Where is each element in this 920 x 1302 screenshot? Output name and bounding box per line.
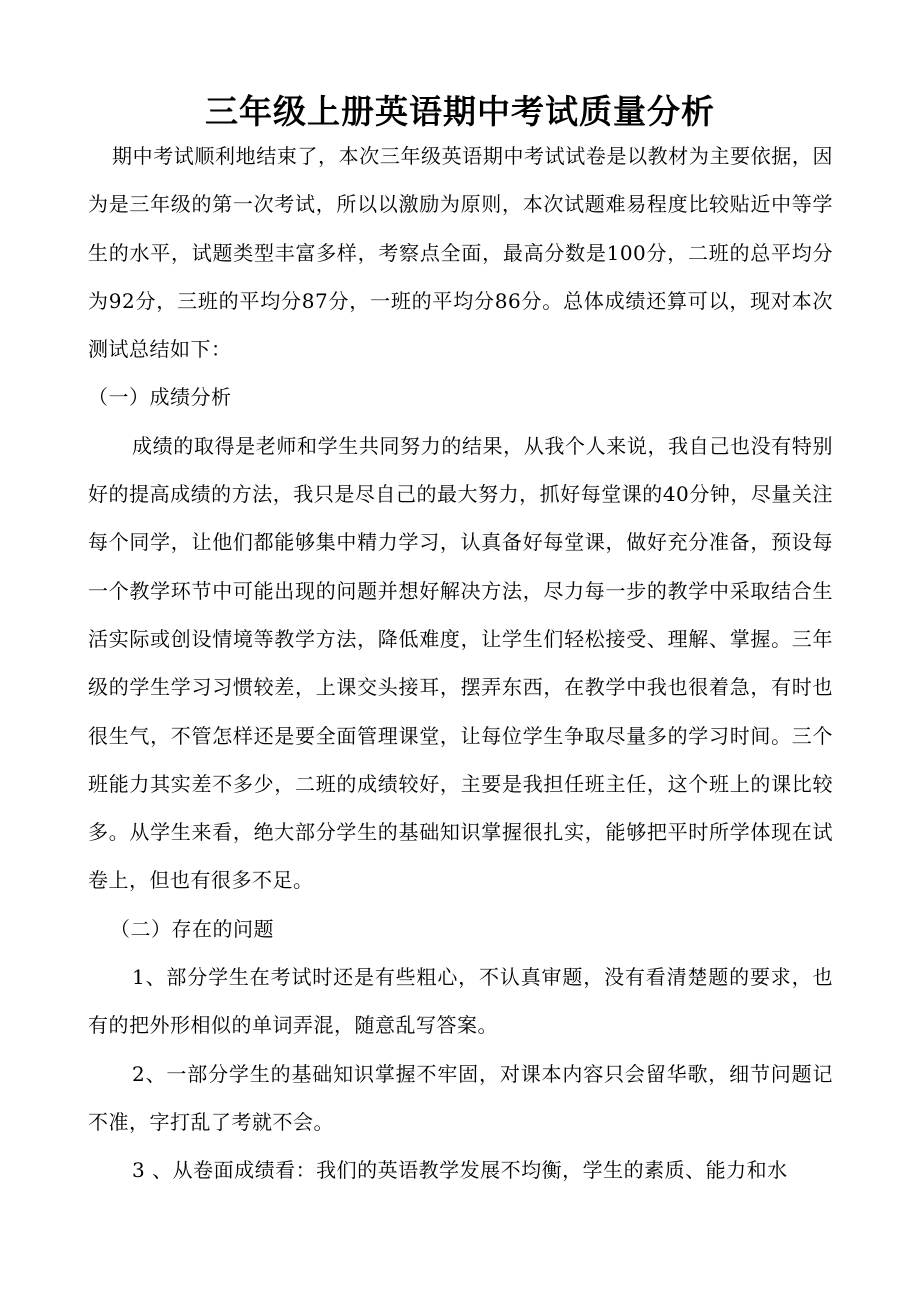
document-title: 三年级上册英语期中考试质量分析 <box>205 92 715 131</box>
section-heading-score-analysis: （一）成绩分析 <box>88 385 232 410</box>
section-heading-problems: （二）存在的问题 <box>110 916 274 941</box>
problem-item-2: 2、一部分学生的基础知识掌握不牢固，对课本内容只会留华歌，细节问题记不准，字打乱了考就不会。 <box>88 1061 833 1134</box>
problem-item-3: 3 、从卷面成绩看：我们的英语教学发展不均衡，学生的素质、能力和水 <box>132 1158 788 1183</box>
document-body <box>88 132 833 1195</box>
intro-paragraph: 期中考试顺利地结束了，本次三年级英语期中考试试卷是以教材为主要依据，因为是三年级的第一次考试，所以以激励为原则，本次试题难易程度比较贴近中等学生的水平，试题类型丰富多样，考察点全面，最高分数是100分，二班的总平均分为92分，三班的平均分87分，一班的平均分86分。总体成绩还算可以，现对本次测试总结如下： <box>88 144 833 362</box>
score-analysis-paragraph: 成绩的取得是老师和学生共同努力的结果，从我个人来说，我自己也没有特别好的提高成绩的方法，我只是尽自己的最大努力，抓好每堂课的40分钟，尽量关注每个同学，让他们都能够集中精力学习，认真备好每堂课，做好充分准备，预设每一个教学环节中可能出现的问题并想好解决方法，尽力每一步的教学中采取结合生活实际或创设情境等教学方法，降低难度，让学生们轻松接受、理解、掌握。三年级的学生学习习惯较差，上课交头接耳，摆弄东西，在教学中我也很着急，有时也很生气，不管怎样还是要全面管理课堂，让每位学生争取尽量多的学习时间。三个班能力其实差不多少，二班的成绩较好，主要是我担任班主任，这个班上的课比较多。从学生来看，绝大部分学生的基础知识掌握很扎实，能够把平时所学体现在试卷上，但也有很多不足。 <box>88 433 833 893</box>
problem-item-1: 1、部分学生在考试时还是有些粗心，不认真审题，没有看清楚题的要求，也有的把外形相似的单词弄混，随意乱写答案。 <box>88 965 833 1038</box>
